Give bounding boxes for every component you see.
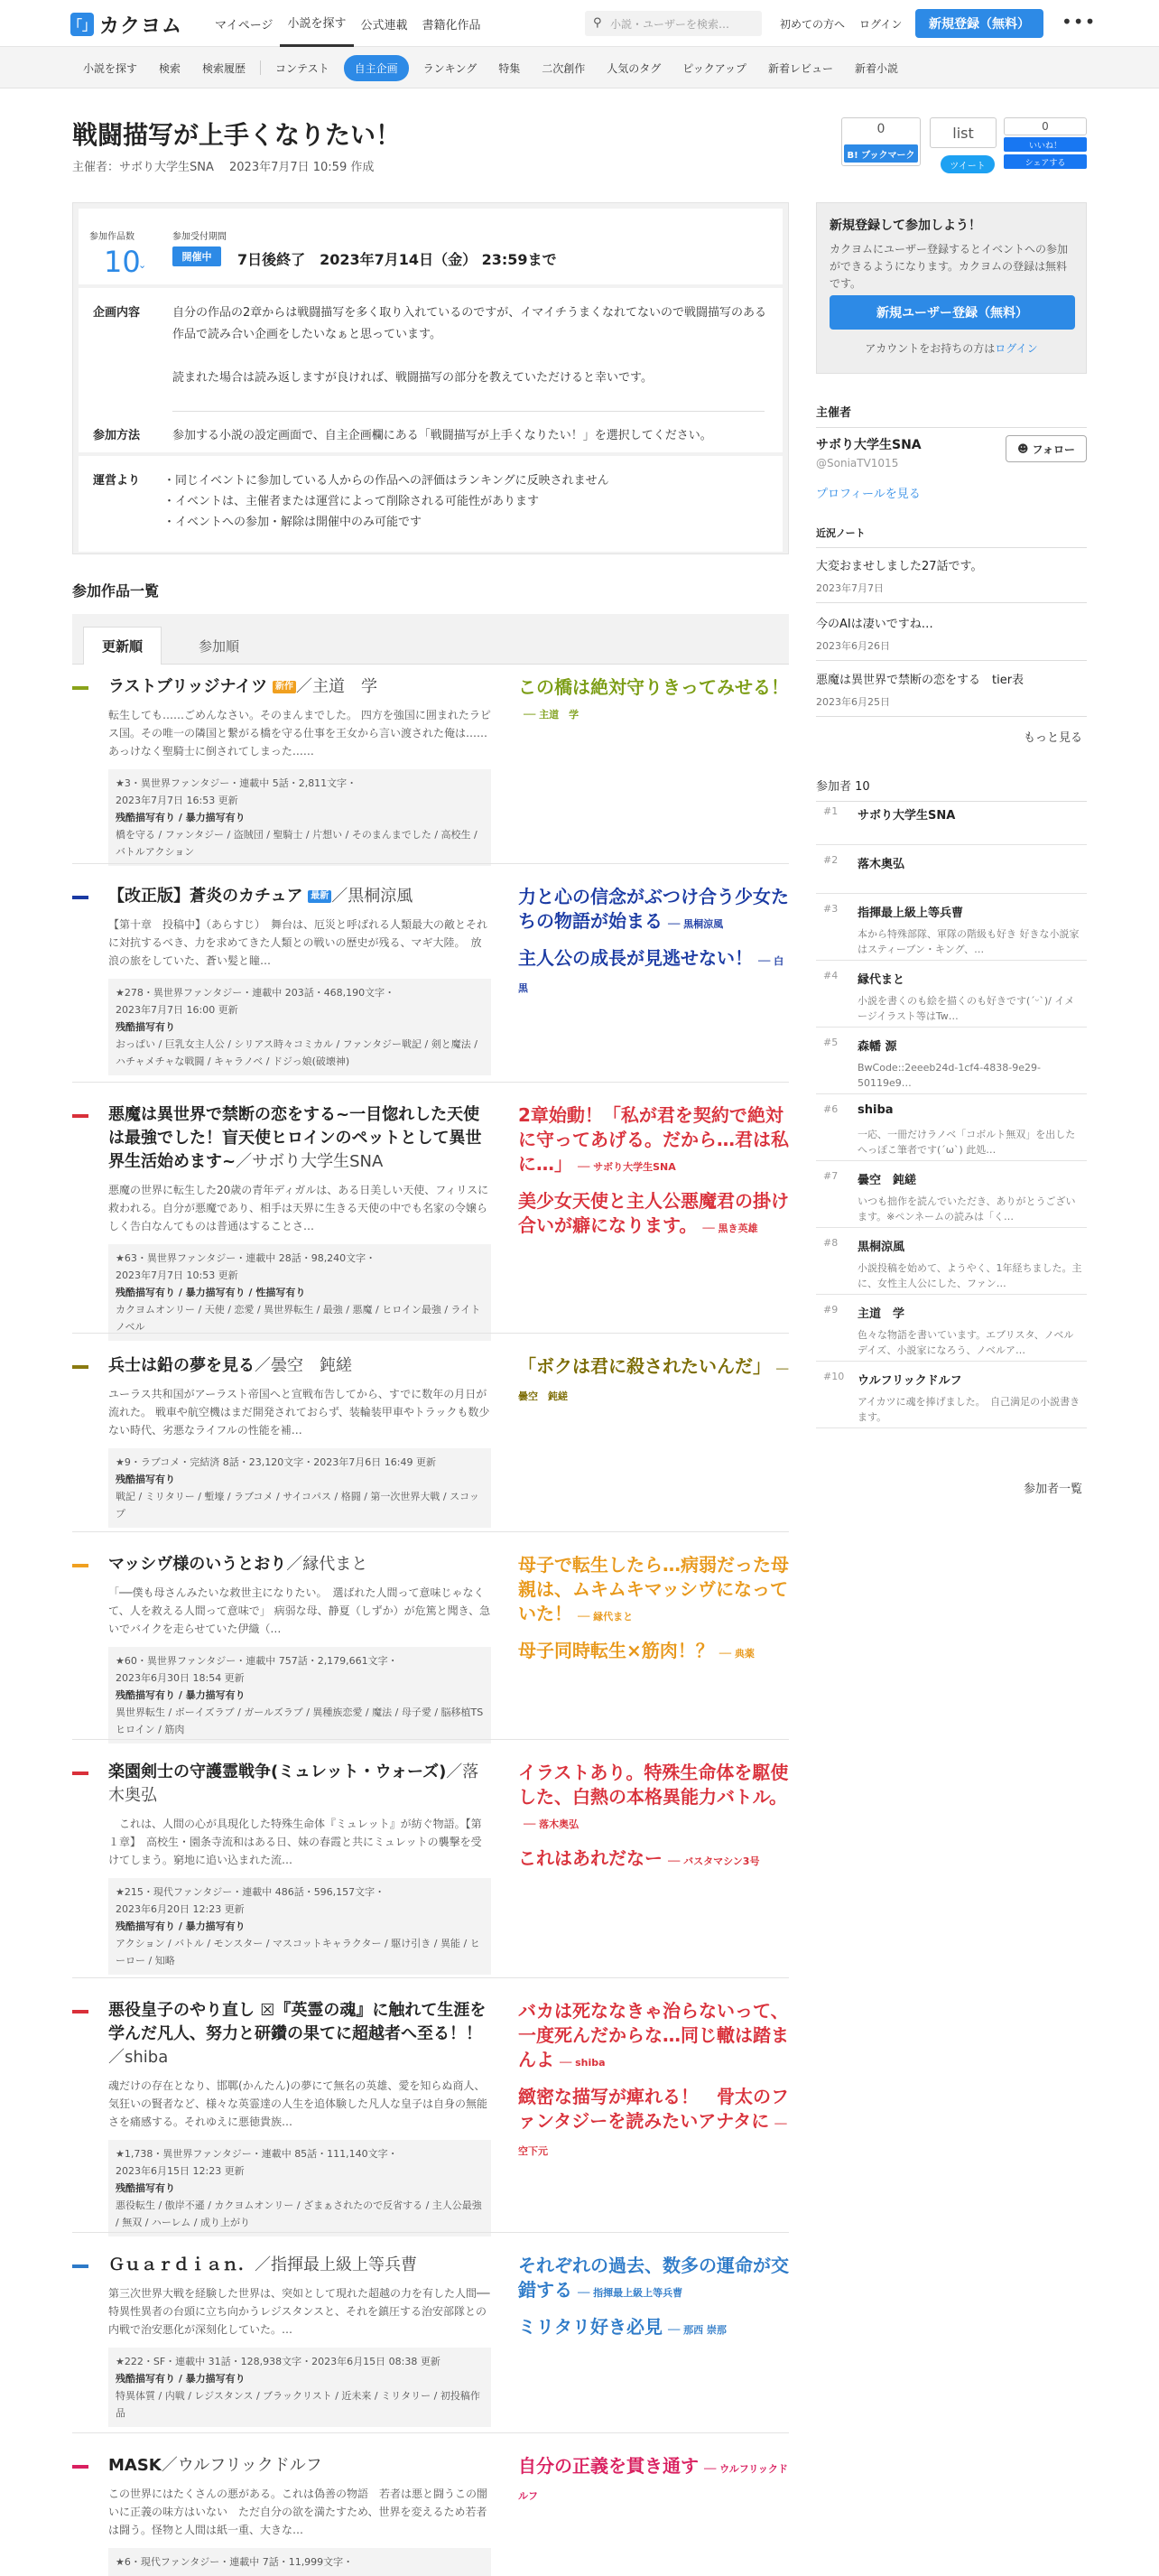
entry-title-text: マッシヴ様のいうとおり [108,1555,287,1574]
member-desc: 本から特殊部隊、軍隊の階級も好き 好きな小説家はスティーブン・キング、… [858,928,1080,955]
catchphrase-author[interactable]: ── 落木奥弘 [524,1818,580,1830]
entry-meta [108,1878,491,1975]
entry-tags[interactable]: 橋を守る / ファンタジー / 盗賊団 / 聖騎士 / 片想い / そのまんまでした / 高校生 / バトルアクション [116,829,478,858]
page-meta: 主催者：サボり大学生SNA 2023年7月7日 10:59 作成 [72,161,375,174]
note-item[interactable] [816,670,1087,717]
member-desc: 色々な物語を書いています。エブリスタ、ノベルデイズ、小説家になろう、ノベルア… [858,1329,1074,1356]
entry-description: 「──僕も母さんみたいな救世主になりたい。 選ばれた人間って意味じゃなくて、人を救える人間って意味で」 病弱な母、静夏（しずか）が危篤と聞き、急いでバイクを走らせていた伊織（… [108,1586,491,1635]
members-heading: 参加者 10 [816,777,1087,802]
entry-updated: 2023年6月30日 18:54 更新 [116,1672,245,1684]
entry-description: 魂だけの存在となり、邯鄲(かんたん)の夢にて無名の英雄、愛を知らぬ商人、気狂いの賢者など、様々な英霊達の人生を追体験した凡人な皇子は自身の無能さを痛感する。それゆえに悪徳貴族… [108,2079,488,2128]
subnav-contest[interactable]: コンテスト [275,61,329,75]
sidebar-login-link[interactable]: ログイン [995,342,1038,355]
catchphrase-author[interactable]: ── サボり大学生SNA [578,1161,676,1173]
subnav-fanfic[interactable]: 二次創作 [542,61,586,75]
member-item[interactable] [816,854,1087,894]
entry-tags[interactable]: おっぱい / 巨乳女主人公 / シリアス時々コミカル / ファンタジー戦記 / 剣と魔法 / ハチャメチャな戦闘 / キャラノベ / ドジっ娘(破壊神) [116,1038,478,1067]
catchphrase-author[interactable]: ── 指揮最上級上等兵曹 [578,2287,683,2299]
entry-catchphrase [518,1553,789,1629]
entry-warnings: 残酷描写有り [116,2182,175,2194]
entry-author[interactable]: ／ウルフリックドルフ [161,2456,322,2475]
catchphrase-text: ミリタリ好き必見 [518,2316,663,2338]
entries-tabs [72,614,789,665]
note-date: 2023年6月25日 [816,696,890,708]
page-title: 戦闘描写が上手くなりたい！ [72,120,402,150]
event-summary [79,209,783,284]
entry-title-text: Ｇｕａｒｄｉａｎ． [108,2255,255,2274]
entry-title-text: MASK [108,2456,162,2475]
member-desc: 小説を書くのも絵を描くのも好きです(ˊᵕˋ)/ イメージイラスト等はTw… [858,995,1075,1022]
catchphrase-author[interactable]: ── shiba [560,2057,606,2069]
note-title: 今のAIは凄いですね… [816,618,933,631]
member-rank: #6 [823,1103,839,1115]
catchphrase-text: イラストあり。特殊生命体を駆使した、白熱の本格異能力バトル。 [518,1762,789,1808]
entry-color-bar [72,2465,88,2469]
login-link[interactable]: ログイン [859,18,903,31]
catchphrase-author[interactable]: ── 主道 学 [524,709,580,721]
member-name[interactable]: サボり大学生SNA [858,809,956,823]
entry-catchphrase [518,885,789,936]
entry-catchphrase [518,1999,789,2075]
entry-stats: ★1,738・異世界ファンタジー・連載中 85話・111,140文字・ [116,2148,398,2160]
entry-stats: ★6・現代ファンタジー・連載中 7話・11,999文字・ [116,2556,354,2568]
member-desc: アイカツに魂を捧げました。 自己満足の小説書きます。 [858,1396,1080,1423]
entry-catchphrase [518,2454,789,2508]
entry-title[interactable] [108,1553,487,1576]
catchphrase-author[interactable]: ── 那西 崇那 [668,2324,727,2336]
entry-meta [108,2548,491,2576]
nav-books[interactable]: 書籍化作品 [422,18,481,33]
facebook-widget [1004,117,1087,173]
catchphrase-text: 主人公の成長が見逃せない！ [518,947,753,969]
entry-updated: 2023年6月15日 12:23 更新 [116,2165,245,2177]
entry-stats: ★215・現代ファンタジー・連載中 486話・596,157文字・ [116,1886,385,1898]
entry-color-bar [72,2264,88,2268]
entry-title[interactable] [108,885,487,908]
entry-description: 転生しても……ごめんなさい。そのまんまでした。 四方を強国に囲まれたラピス国。その唯一の隣国と繋がる橋を守る仕事を王女から言い渡された俺は……あっけなく聖騎士に倒されてしまった…… [108,709,491,758]
subnav-divider [260,60,261,75]
member-name[interactable]: 主道 学 [858,1307,905,1321]
entry-updated: 2023年6月20日 12:23 更新 [116,1903,245,1915]
entry-description: 【第十章 投稿中】（あらすじ） 舞台は、厄災と呼ばれる人類最大の敵とそれに対抗するべき、力を求めてきた人類との戦いの歴史が残る、マギ大陸。 放浪の旅をしていた、蒼い髪と瞳… [108,918,488,967]
subnav-history[interactable]: 検索履歴 [202,61,246,75]
note-date: 2023年7月7日 [816,582,884,594]
catchphrase-author[interactable]: ── 黒き英雄 [702,1223,758,1234]
entry-stats: ★60・異世界ファンタジー・連載中 757話・2,179,661文字・ [116,1655,398,1667]
entry-author[interactable]: ／曇空 鈍縒 [255,1356,352,1375]
entry-meta [108,2140,491,2237]
user-plus-icon: ☻ [1017,442,1029,455]
entry-divider [72,1739,789,1740]
register-card-text: カクヨムにユーザー登録するとイベントへの参加ができるようになります。カクヨムの登録は無料です。 [830,243,1069,290]
entries-label: 参加作品数 [89,232,134,242]
entry-description: 第三次世界大戦を経験した世界は、突如として現れた超越の力を有した人間──特異性異者の台頭に立ち向かうレジスタンスと、それを鎮圧する治安部隊との内戦で治安悪化が深刻化していた。… [108,2287,490,2336]
entry-color-bar [72,1564,88,1567]
member-desc: いつも拙作を読んでいただき、ありがとうございます。※ペンネームの読みは「く… [858,1195,1076,1223]
entry-title[interactable] [108,675,487,699]
entry-description: ユーラス共和国がアーラスト帝国へと宣戦布告してから、すでに数年の月日が流れた。 戦車や航空機はまだ開発されておらず、装輪装甲車やトラックも数少ない時代、劣悪なライフルの性能を補… [108,1388,490,1437]
entry-badge: 最新 [308,890,331,903]
member-rank: #1 [823,805,839,817]
event-description [79,288,783,452]
deadline: 7日後終了 2023年7月14日（金） 23:59まで [237,251,557,268]
catchphrase-text: 美少女天使と主人公悪魔君の掛け合いが癖になります。 [518,1190,789,1236]
entry-stats: ★9・ラブコメ・完結済 8話・23,120文字・2023年7月6日 16:49 更新 [116,1456,436,1468]
entry-color-bar [72,1365,88,1369]
bookmark-button[interactable]: B! ブックマーク [844,144,918,163]
event-notice [79,456,783,552]
entry-warnings: 残酷描写有り / 暴力描写有り [116,1920,246,1932]
catchphrase-author[interactable]: ── バスタマシン3号 [668,1855,760,1867]
method-label: 参加方法 [93,429,141,442]
note-item[interactable] [816,556,1087,603]
subnav-tags[interactable]: 人気のタグ [607,61,662,75]
entry-stats: ★63・異世界ファンタジー・連載中 28話・98,240文字・ [116,1252,376,1264]
status-badge: 開催中 [172,246,221,266]
entry-warnings: 残酷描写有り / 暴力描写有り / 性描写有り [116,1287,306,1298]
entry-description: 悪魔の世界に転生した20歳の青年ディガルは、ある日美しい天使、フィリスに救われる。自分が悪魔であり、相手は天界に生きる天使の中でも名家の令嬢らしく告白なんてものは普通はすることさ… [108,1184,489,1232]
entry-divider [72,1333,789,1334]
more-notes-link[interactable]: もっと見る [1024,731,1083,745]
entry-title[interactable] [108,1103,487,1174]
subnav-ranking[interactable]: ランキング [422,61,478,75]
catchphrase-author[interactable]: ── 白黒 [518,955,784,994]
catchphrase-text: 2章始動！「私が君を契約で絶対に守ってあげる。だから…君は私に…」 [518,1104,789,1175]
entry-catchphrase [518,1354,789,1409]
event-panel [72,202,789,554]
more-menu-icon[interactable]: ••• [1062,11,1097,33]
catchphrase-author[interactable]: ── 黒桐涼風 [668,918,724,930]
subnav-new[interactable]: 新着小説 [854,61,898,75]
global-nav [208,0,488,47]
catchphrase-text: 「ボクは君に殺されたいんだ」 [518,1355,771,1377]
sub-nav [0,47,1159,88]
search-input[interactable] [585,11,762,36]
entry-catchphrase [518,946,789,1000]
entry-catchphrase [518,1846,789,1874]
logo-text: カクヨム [99,14,183,38]
member-name[interactable]: shiba [858,1103,894,1117]
entry-warnings: 残酷描写有り / 暴力描写有り [116,2373,246,2385]
global-header [0,0,1159,47]
member-item[interactable] [816,1237,1087,1295]
account-text: アカウントをお持ちの方は [865,342,996,355]
entry-tags[interactable]: 戦記 / ミリタリー / 塹壕 / ラブコメ / サイコパス / 格闘 / 第一次世界大戦 / スコップ [116,1491,479,1520]
entry-divider [72,2232,789,2233]
subnav-self-project[interactable]: 自主企画 [344,55,409,81]
subnav-find[interactable]: 小説を探す [83,61,138,75]
entry-author[interactable]: ／落木奥弘 [108,1762,479,1805]
hatena-bookmark[interactable] [841,117,921,166]
entry-color-bar [72,1114,88,1118]
nav-mypage[interactable]: マイページ [215,18,274,33]
member-desc: BwCode::2eeeb24d-1cf4-4838-9e29-50119e9… [858,1062,1041,1089]
ops-item: ・イベントは、主催者または運営によって削除される可能性があります [163,495,540,508]
logo-mark: 「」 [70,13,94,36]
entry-catchphrase [518,1189,789,1241]
new-user-register-button[interactable]: 新規ユーザー登録（無料） [830,295,1075,330]
ops-label: 運営より [93,474,141,488]
member-item[interactable] [816,1304,1087,1362]
entry-color-bar [72,1772,88,1775]
organizer-id: @SoniaTV1015 [816,457,899,470]
entry-title[interactable] [108,1354,487,1378]
entry-catchphrase [518,2254,789,2305]
register-button[interactable]: 新規登録（無料） [915,9,1043,38]
entry-stats: ★3・異世界ファンタジー・連載中 5話・2,811文字・ [116,777,357,789]
entry-stats: ★222・SF・連載中 31話・128,938文字・2023年6月15日 08:38 更新 [116,2356,440,2367]
entry-divider [72,863,789,864]
entry-tags[interactable]: 悪役転生 / 傲岸不遜 / カクヨムオンリー / ざまぁされたので反省する / 主人公最強 / 無双 / ハーレム / 成り上がり [116,2199,482,2228]
entry-author[interactable]: ／サボり大学生SNA [236,1152,384,1171]
catchphrase-author[interactable]: ── ウルフリックドルフ [518,2463,788,2502]
bookmark-count: 0 [876,122,885,136]
catchphrase-text: それぞれの過去、数多の運命が交錯する [518,2255,789,2301]
desc-paragraph-1: 自分の作品の2章からは戦闘描写を多く取り入れているのですが、イマイチうまくなれてないので戦闘描写のある作品で読み合い企画をしたいなぁと思っています。 [172,306,767,341]
entry-tags[interactable]: アクション / バトル / モンスター / マスコットキャラクター / 駆け引き / 異能 / ヒーロー / 知略 [116,1938,480,1967]
entry-catchphrase [518,1639,789,1666]
member-item[interactable] [816,1103,1087,1161]
site-logo[interactable] [70,11,182,38]
entry-title-text: 兵士は鉛の夢を見る [108,1356,255,1375]
period-label: 参加受付期間 [172,232,227,242]
tab-update-order[interactable]: 更新順 [83,627,162,665]
organizer-heading: 主催者 [816,403,1087,428]
entry-author[interactable]: ／指揮最上級上等兵曹 [255,2255,417,2274]
search-placeholder: 小説・ユーザーを検索… [610,17,730,31]
member-item[interactable] [816,970,1087,1028]
entry-description: この世界にはたくさんの悪がある。これは偽善の物語 若者は悪と闘うこの闇いに正義の味方はいない ただ自分の欲を満たすため、世界を変えるため若者は闘う。怪物と人間は紙一重、大きな… [108,2488,488,2536]
entry-description: これは、人間の心が具現化した特殊生命体『ミュレット』が紡ぐ物語。【第１章】 高校生・園条寺流和はある日、妹の春霞と共にミュレットの襲撃を受けてしまう。窮地に追い込まれた流… [108,1818,482,1866]
notes-heading: 近況ノート [816,525,1087,548]
catchphrase-text: 緻密な描写が痺れる！ 骨太のファンタジーを読みたいアナタに [518,2086,789,2132]
member-rank: #8 [823,1237,839,1249]
entry-title[interactable] [108,2254,487,2277]
entry-title-text: 悪役皇子のやり直し ☒『英霊の魂』に触れて生涯を学んだ凡人、努力と研鑽の果てに超越者へ至る！！ [108,2001,487,2043]
entry-tags[interactable]: カクヨムオンリー / 天使 / 恋愛 / 異世界転生 / 最強 / 悪魔 / ヒロイン最強 / ライトノベル [116,1304,481,1333]
profile-link[interactable]: プロフィールを見る [816,488,921,501]
entry-divider [72,2432,789,2433]
entry-warnings: 残酷描写有り [116,1474,175,1485]
entry-warnings: 残酷描写有り / 暴力描写有り [116,1689,246,1701]
entry-meta [108,979,491,1075]
entry-warnings: 残酷描写有り [116,1021,175,1033]
member-rank: #2 [823,854,839,866]
entry-title[interactable] [108,1761,487,1808]
catchphrase-text: バカは死ななきゃ治らないって、一度死んだからな…同じ轍は踏まんよ [518,2000,789,2070]
entry-author[interactable]: ／縁代まと [286,1555,368,1574]
divider [172,411,765,412]
entry-color-bar [72,2010,88,2013]
subnav-pickup[interactable]: ピックアップ [682,61,746,75]
entries-section-title: 参加作品一覧 [72,582,160,600]
entry-meta [108,1244,491,1341]
subnav-feature[interactable]: 特集 [498,61,521,75]
ops-item: ・イベントへの参加・解除は開催中のみ可能です [163,516,422,529]
note-title: 大変おませしました27話です。 [816,560,983,573]
entry-catchphrase [518,675,789,727]
list-button[interactable]: list [930,117,997,148]
member-item[interactable] [816,1037,1087,1094]
entry-warnings: 残酷描写有り / 暴力描写有り [116,812,246,823]
member-desc: 小説投稿を始めて、ようやく、1年経ちました。主に、女性主人公にした、ファン… [858,1262,1082,1289]
search-icon: ⚲ [593,16,602,30]
account-login-line [817,340,1086,356]
catchphrase-author[interactable]: ── 空下元 [518,2118,787,2157]
chevron-down-icon[interactable]: ⌄ [138,259,147,271]
entry-title-text: 【改正版】蒼炎のカチュア [108,887,303,906]
register-card-title: 新規登録して参加しよう！ [830,219,981,233]
register-card [816,202,1087,374]
all-members-link[interactable]: 参加者一覧 [1024,1483,1083,1496]
entry-catchphrase [518,2315,789,2342]
entry-author[interactable]: ／主道 学 [295,677,377,696]
entry-author[interactable]: ／黒桐涼風 [331,887,413,906]
entry-title-text: ラストブリッジナイツ [108,677,268,696]
entry-author[interactable]: ／shiba [108,2048,169,2067]
note-title: 悪魔は異世界で禁断の恋をする tier表 [816,674,1025,687]
member-rank: #9 [823,1304,839,1316]
member-item[interactable] [816,805,1087,845]
entries-count[interactable]: 10 [104,245,141,279]
catchphrase-text: この橋は絶対守りきってみせる！ [518,676,789,698]
note-item[interactable] [816,614,1087,661]
catchphrase-text: 母子で転生したら…病弱だった母親は、ムキムキマッシヴになっていた！ [518,1554,789,1624]
entry-meta [108,769,491,866]
nav-official[interactable]: 公式連載 [360,18,408,33]
entry-title-text: 楽園剣士の守護霊戦争(ミュレット・ウォーズ) [108,1762,447,1781]
follow-button[interactable] [1006,435,1087,462]
entry-divider [72,1977,789,1978]
subnav-search[interactable]: 検索 [159,61,181,75]
catchphrase-text: これはあれだなー [518,1847,663,1869]
member-name[interactable]: 縁代まと [858,973,905,987]
nav-find-novels[interactable]: 小説を探す [280,0,353,47]
entry-catchphrase [518,1761,789,1837]
entry-updated: 2023年7月7日 10:53 更新 [116,1269,238,1281]
organizer-name[interactable]: サボり大学生SNA [816,438,922,452]
entry-title[interactable] [108,2454,487,2478]
entry-stats: ★278・異世界ファンタジー・連載中 203話・468,190文字・ [116,987,395,999]
desc-label: 企画内容 [93,306,141,320]
catchphrase-text: 母子同時転生×筋肉！？ [518,1640,714,1661]
member-rank: #10 [823,1371,845,1382]
entry-meta [108,1448,491,1528]
subnav-reviews[interactable]: 新着レビュー [767,61,833,75]
member-item[interactable] [816,903,1087,961]
entry-updated: 2023年7月7日 16:00 更新 [116,1004,238,1016]
entry-divider [72,1531,789,1532]
entry-color-bar [72,896,88,899]
member-name[interactable]: 曇空 鈍縒 [858,1174,917,1187]
member-name[interactable]: 黒桐涼風 [858,1241,905,1254]
tweet-button[interactable]: ツイート [941,155,995,173]
member-desc: 一応、一冊だけラノベ「コボルト無双」を出したへっぽこ筆者です(´ω`) 此処… [858,1129,1076,1156]
entry-title[interactable] [108,1999,487,2069]
catchphrase-text: 自分の正義を貫き通す [518,2455,699,2477]
catchphrase-author[interactable]: ── 典薬 [719,1648,755,1660]
entry-catchphrase [518,1103,789,1179]
entry-badge: 新作 [273,681,296,693]
catchphrase-author[interactable]: ── 曇空 鈍縒 [518,1363,789,1402]
member-rank: #3 [823,903,839,915]
entry-divider [72,1082,789,1083]
catchphrase-text: 力と心の信念がぶつけ合う少女たちの物語が始まる [518,886,789,932]
entry-tags[interactable]: 特異体質 / 内戦 / レジスタンス / ブラックリスト / 近未来 / ミリタリー / 初投稿作品 [116,2390,480,2419]
member-rank: #5 [823,1037,839,1048]
entry-updated: 2023年7月7日 16:53 更新 [116,795,238,806]
member-item[interactable] [816,1170,1087,1228]
method-text: 参加する小説の設定画面で、自主企画欄にある「戦闘描写が上手くなりたい！」を選択してください。 [172,429,712,442]
member-name[interactable]: 森幡 源 [858,1040,897,1054]
member-rank: #7 [823,1170,839,1182]
fb-share-button[interactable]: シェアする [1004,154,1087,169]
catchphrase-author[interactable]: ── 縁代まと [578,1611,634,1623]
member-name[interactable]: 指揮最上級上等兵曹 [858,907,964,920]
member-rank: #4 [823,970,839,981]
follow-label: フォロー [1032,442,1075,456]
entry-meta [108,1647,491,1744]
fb-like-button[interactable]: いいね！ [1004,137,1087,152]
fb-count: 0 [1004,117,1087,135]
entry-meta [108,2348,491,2427]
tab-join-order[interactable]: 参加順 [199,637,240,655]
member-item[interactable] [816,1371,1087,1428]
entry-tags[interactable]: 異世界転生 / ボーイズラブ / ガールズラブ / 異種族恋愛 / 魔法 / 母子愛 / 脳移植TSヒロイン / 筋肉 [116,1706,484,1735]
entry-color-bar [72,686,88,690]
ops-item: ・同じイベントに参加している人からの作品への評価はランキングに反映されません [163,474,609,488]
entry-title-text: 悪魔は異世界で禁断の恋をする~一目惚れした天使は最強でした！盲天使ヒロインのペットとして異世界生活始めます~ [108,1105,482,1171]
first-time-link[interactable]: 初めての方へ [780,18,846,31]
member-name[interactable]: ウルフリックドルフ [858,1374,962,1388]
entry-catchphrase [518,2085,789,2163]
member-name[interactable]: 落木奥弘 [858,858,905,871]
desc-paragraph-2: 読まれた場合は読み返しますが良ければ、戦闘描写の部分を教えていただけると幸いです。 [172,371,653,385]
note-date: 2023年6月26日 [816,640,890,652]
